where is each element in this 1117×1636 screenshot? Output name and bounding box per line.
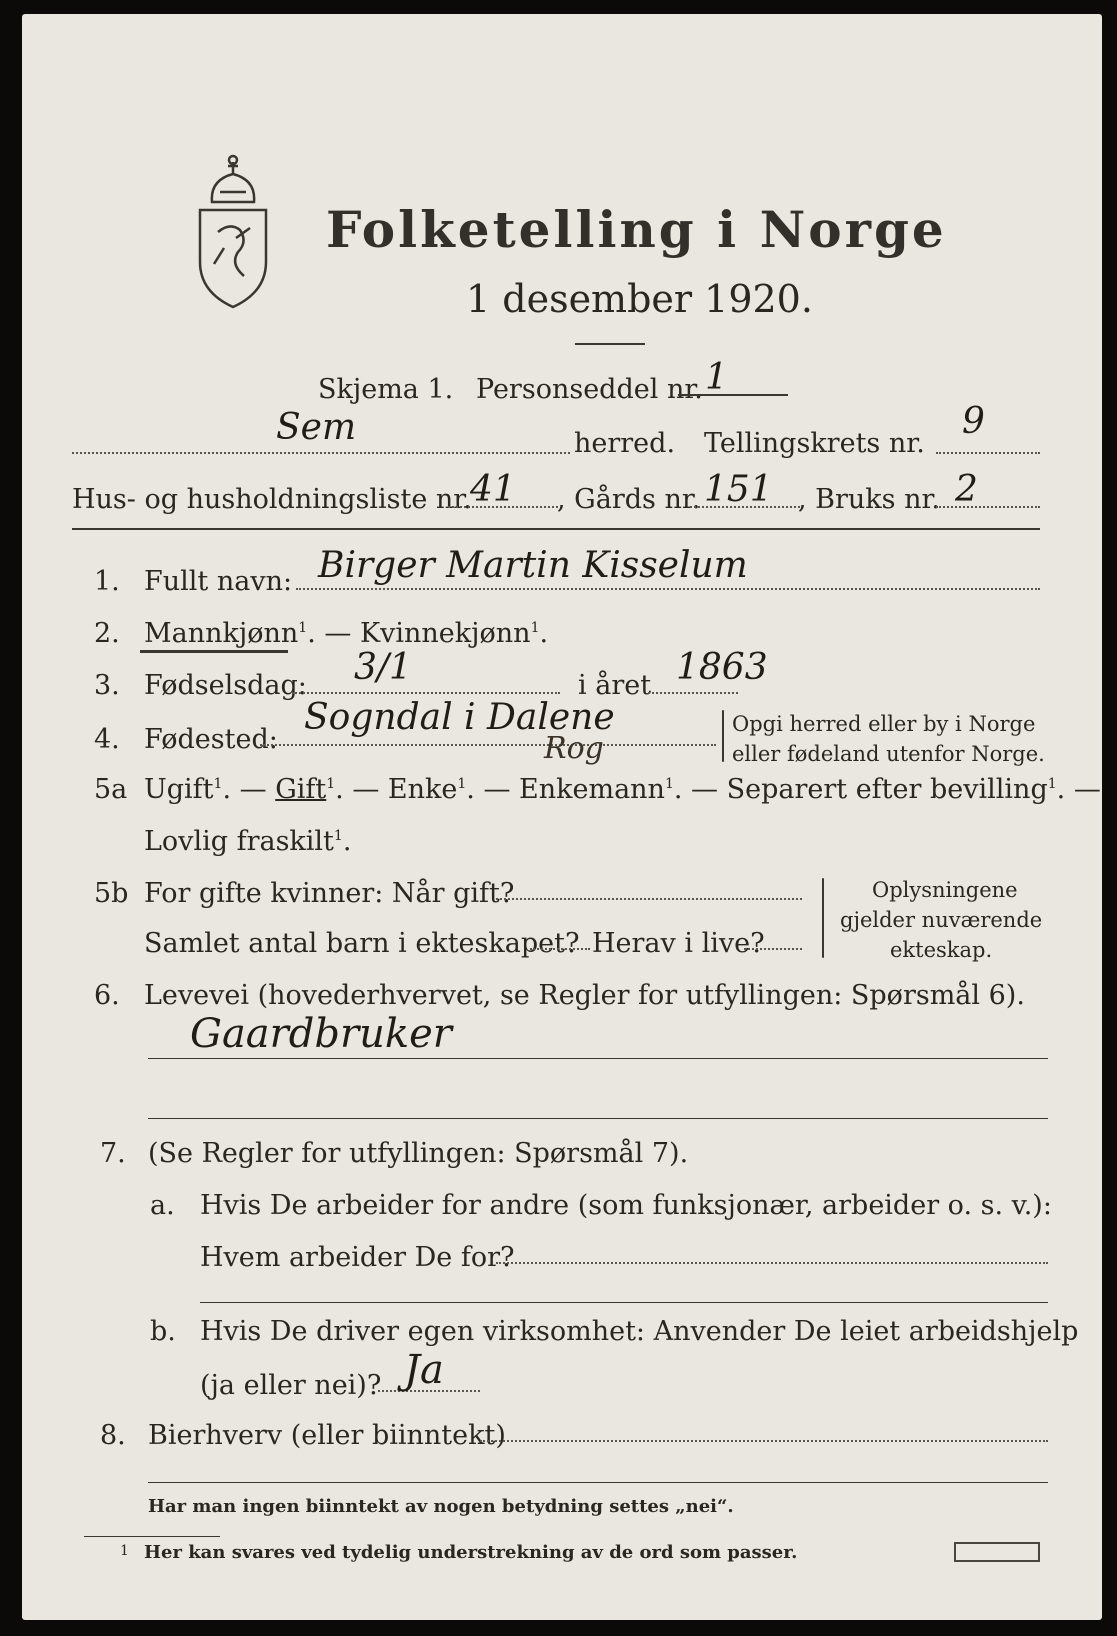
nei-note: Har man ingen biinntekt av nogen betydning settes „nei“. — [148, 1496, 734, 1517]
q5b-line2: Samlet antal barn i ekteskapet? — [144, 928, 580, 959]
q7a-line3 — [200, 1302, 1048, 1303]
q1-number: 1. — [94, 566, 120, 597]
skjema-label: Skjema 1. — [318, 374, 454, 405]
herred-label: herred. — [574, 428, 676, 459]
q5a-options: Ugift$^1$. — Gift$^1$. — Enke$^1$. — Enkemann$^1$. — Separert efter bevilling$^1$. — — [144, 774, 1101, 805]
q3-year-line — [648, 692, 738, 694]
q3-value: 3/1 — [354, 647, 412, 688]
q5b-line1: For gifte kvinner: Når gift? — [144, 878, 515, 909]
herred-value: Sem — [276, 407, 357, 448]
herred-line — [72, 452, 570, 454]
coat-of-arms-icon — [190, 152, 276, 310]
q8-label: Bierhverv (eller biinntekt) — [148, 1420, 506, 1451]
footnote-rule — [84, 1536, 220, 1537]
husholdning-line — [448, 506, 558, 508]
q5b-line2b: Herav i live? — [592, 928, 765, 959]
q6-number: 6. — [94, 980, 120, 1011]
q7a-line2: Hvem arbeider De for? — [200, 1242, 515, 1273]
q2-options — [144, 620, 548, 647]
q4-value2: Rog — [544, 731, 604, 766]
footnote-mark: 1 — [120, 1543, 129, 1559]
q4-number: 4. — [94, 724, 120, 755]
q7a-letter: a. — [150, 1190, 175, 1221]
q5a-number: 5a — [94, 774, 128, 805]
q2-number: 2. — [94, 618, 120, 649]
personseddel-label: Personseddel nr. — [476, 374, 703, 405]
q4-line — [260, 744, 716, 746]
printer-stamp — [954, 1542, 1040, 1562]
q7b-letter: b. — [150, 1316, 176, 1347]
q3-number: 3. — [94, 670, 120, 701]
q7b-line2: (ja eller nei)? — [200, 1370, 382, 1401]
q2-underline — [140, 650, 288, 653]
form-date: 1 desember 1920. — [466, 277, 813, 321]
q2-dash: . — — [307, 618, 360, 649]
q5b-number: 5b — [94, 878, 129, 909]
q1-value: Birger Martin Kisselum — [318, 545, 748, 586]
q5b-note1: Oplysningene — [872, 878, 1018, 902]
q3-year-label: i året — [578, 670, 652, 701]
q8-line2 — [148, 1482, 1048, 1483]
q5b-brace — [822, 878, 824, 958]
footnote-text: Her kan svares ved tydelig understrekning av de ord som passer. — [144, 1542, 798, 1563]
section-divider — [72, 528, 1040, 530]
tellingskrets-value: 9 — [962, 401, 985, 442]
bruks-value: 2 — [955, 469, 978, 510]
q4-note2: eller fødeland utenfor Norge. — [732, 742, 1045, 766]
tellingskrets-label: Tellingskrets nr. — [704, 428, 925, 459]
bruks-label: , Bruks nr. — [798, 484, 941, 515]
q6-label: Levevei (hovederhvervet, se Regler for utfyllingen: Spørsmål 6). — [144, 980, 1025, 1011]
q4-brace — [722, 710, 724, 762]
q2-male: Mannkjønn — [144, 618, 299, 649]
q2-female: Kvinnekjønn — [359, 618, 531, 649]
q2-sup1: 1 — [298, 620, 308, 636]
q3-year-value: 1863 — [676, 647, 768, 688]
husholdning-value: 41 — [470, 469, 516, 510]
q7a-line1: Hvis De arbeider for andre (som funksjonær, arbeider o. s. v.): — [200, 1190, 1052, 1221]
bruks-line — [936, 506, 1040, 508]
gards-value: 151 — [704, 469, 773, 510]
q7b-value: Ja — [404, 1347, 444, 1393]
q7b-line1: Hvis De driver egen virksomhet: Anvender De leiet arbeidshjelp — [200, 1316, 1079, 1347]
q2-end: . — [539, 618, 549, 649]
husholdning-label: Hus- og husholdningsliste nr. — [72, 484, 472, 515]
personseddel-value: 1 — [705, 357, 728, 398]
q5a-fraskilt: Lovlig fraskilt$^1$. — [144, 826, 352, 857]
q5a-gift: Gift — [275, 774, 327, 805]
q4-note1: Opgi herred eller by i Norge — [732, 712, 1036, 736]
personseddel-line — [678, 394, 788, 396]
q5b-note2: gjelder nuværende — [840, 908, 1043, 932]
q8-number: 8. — [100, 1420, 126, 1451]
q7a-line2-dots — [496, 1262, 1048, 1264]
q3-line — [292, 692, 560, 694]
q8-line-dots — [480, 1440, 1048, 1442]
q2-sup2: 1 — [530, 620, 540, 636]
tellingskrets-line — [936, 452, 1040, 454]
q7-number: 7. — [100, 1138, 126, 1169]
q5b-line1-dots — [496, 898, 802, 900]
q6-line2 — [148, 1118, 1048, 1119]
q4-label: Fødested: — [144, 724, 278, 755]
q4-value: Sogndal i Dalene — [304, 697, 615, 738]
gards-label: , Gårds nr. — [557, 484, 701, 515]
q3-label: Fødselsdag: — [144, 670, 307, 701]
q1-label: Fullt navn: — [144, 566, 293, 597]
gards-line — [690, 506, 800, 508]
q5b-note3: ekteskap. — [890, 938, 993, 962]
title-rule — [575, 343, 645, 345]
q5a-ugift: Ugift — [144, 774, 214, 805]
q7-label: (Se Regler for utfyllingen: Spørsmål 7). — [148, 1138, 689, 1169]
q6-line1 — [148, 1058, 1048, 1059]
q6-value: Gaardbruker — [190, 1011, 452, 1057]
q5b-line2b-dots — [744, 948, 802, 950]
form-title: Folketelling i Norge — [326, 200, 947, 259]
q1-line — [296, 588, 1040, 590]
q5b-line2-dots — [530, 948, 590, 950]
